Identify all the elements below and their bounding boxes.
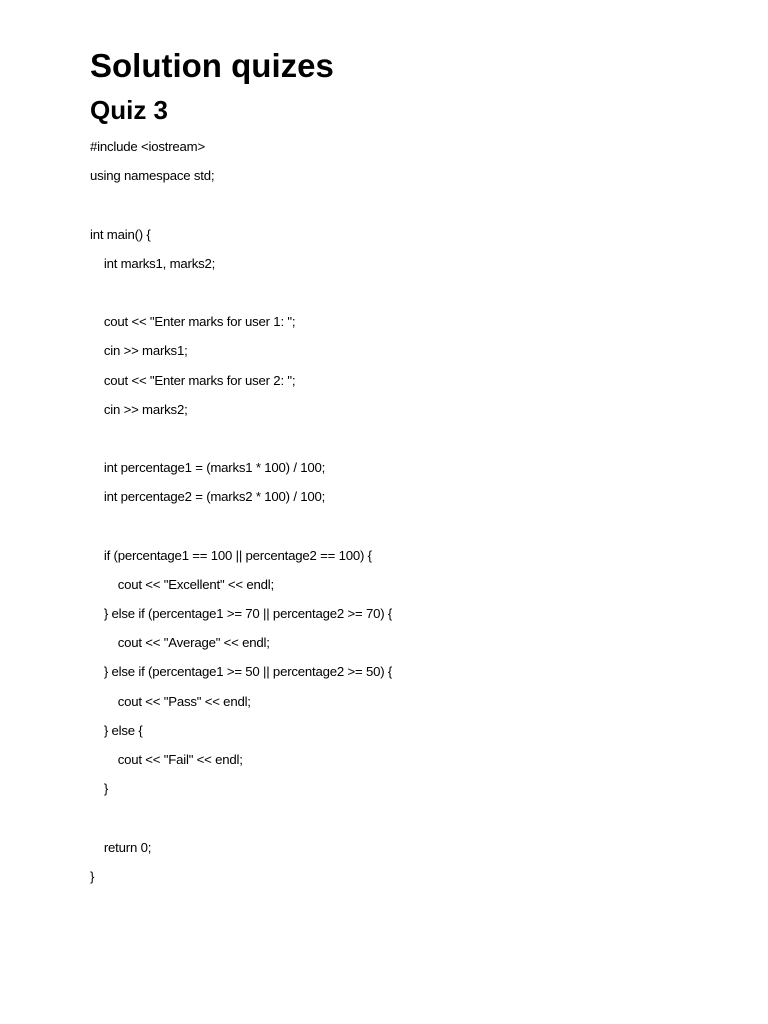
code-line <box>90 809 690 838</box>
code-line: cout << "Average" << endl; <box>90 635 270 651</box>
code-line: } else if (percentage1 >= 70 || percentage2 >= 70) { <box>90 606 393 621</box>
code-line: cout << "Enter marks for user 1: "; <box>90 314 296 330</box>
document-title: Solution quizes <box>90 47 334 84</box>
code-line <box>90 430 690 459</box>
quiz-heading: Quiz 3 <box>90 95 169 125</box>
code-line: #include <iostream> <box>90 139 205 154</box>
code-line: cout << "Pass" << endl; <box>90 693 251 709</box>
code-line: } <box>90 781 109 797</box>
code-line: } else if (percentage1 >= 50 || percentage2 >= 50) { <box>90 664 393 680</box>
code-line: int percentage1 = (marks1 * 100) / 100; <box>90 460 326 476</box>
code-line: } <box>90 868 95 884</box>
code-line <box>90 196 690 225</box>
code-line: using namespace std; <box>90 168 215 184</box>
code-line: cin >> marks2; <box>90 401 188 417</box>
code-line: int main() { <box>90 226 151 242</box>
code-line: int marks1, marks2; <box>90 255 216 271</box>
code-line: return 0; <box>90 839 152 855</box>
code-line <box>90 284 690 313</box>
code-line: cout << "Excellent" << endl; <box>90 576 274 592</box>
code-listing <box>90 138 690 897</box>
code-line: if (percentage1 == 100 || percentage2 == 100) { <box>90 547 372 563</box>
code-line: cout << "Fail" << endl; <box>90 751 243 767</box>
code-line: cin >> marks1; <box>90 343 188 359</box>
code-line: cout << "Enter marks for user 2: "; <box>90 372 296 388</box>
code-line: int percentage2 = (marks2 * 100) / 100; <box>90 489 326 505</box>
code-line: } else { <box>90 722 143 738</box>
code-line <box>90 517 690 546</box>
